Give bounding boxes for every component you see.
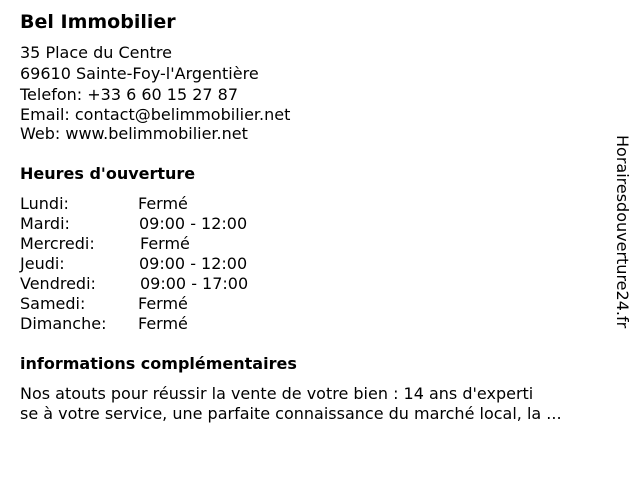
day-hours: Fermé	[140, 234, 190, 253]
day-label: Jeudi:	[20, 254, 65, 273]
day-label: Dimanche:	[20, 314, 107, 333]
phone-line: Telefon: +33 6 60 15 27 87	[20, 85, 239, 104]
opening-hours-heading: Heures d'ouverture	[20, 164, 196, 183]
email-line: Email: contact@belimmobilier.net	[20, 105, 291, 124]
additional-info-heading: informations complémentaires	[20, 354, 297, 373]
day-hours: Fermé	[138, 314, 188, 333]
day-hours: 09:00 - 17:00	[140, 274, 249, 293]
description-line-2: se à votre service, une parfaite connaissance du marché local, la ...	[20, 404, 562, 423]
business-name: Bel Immobilier	[20, 11, 176, 33]
day-label: Mercredi:	[20, 234, 95, 253]
description-line-1: Nos atouts pour réussir la vente de votre bien : 14 ans d'experti	[20, 384, 534, 403]
day-hours: Fermé	[138, 194, 188, 213]
day-hours: 09:00 - 12:00	[139, 214, 248, 233]
address-street: 35 Place du Centre	[20, 43, 172, 62]
day-label: Vendredi:	[20, 274, 96, 293]
day-label: Lundi:	[20, 194, 69, 213]
address-city: 69610 Sainte-Foy-l'Argentière	[20, 64, 259, 83]
day-label: Samedi:	[20, 294, 86, 313]
site-watermark: Horairesdouverture24.fr	[613, 135, 632, 329]
web-line: Web: www.belimmobilier.net	[20, 124, 248, 143]
day-hours: 09:00 - 12:00	[139, 254, 248, 273]
day-label: Mardi:	[20, 214, 70, 233]
day-hours: Fermé	[138, 294, 188, 313]
